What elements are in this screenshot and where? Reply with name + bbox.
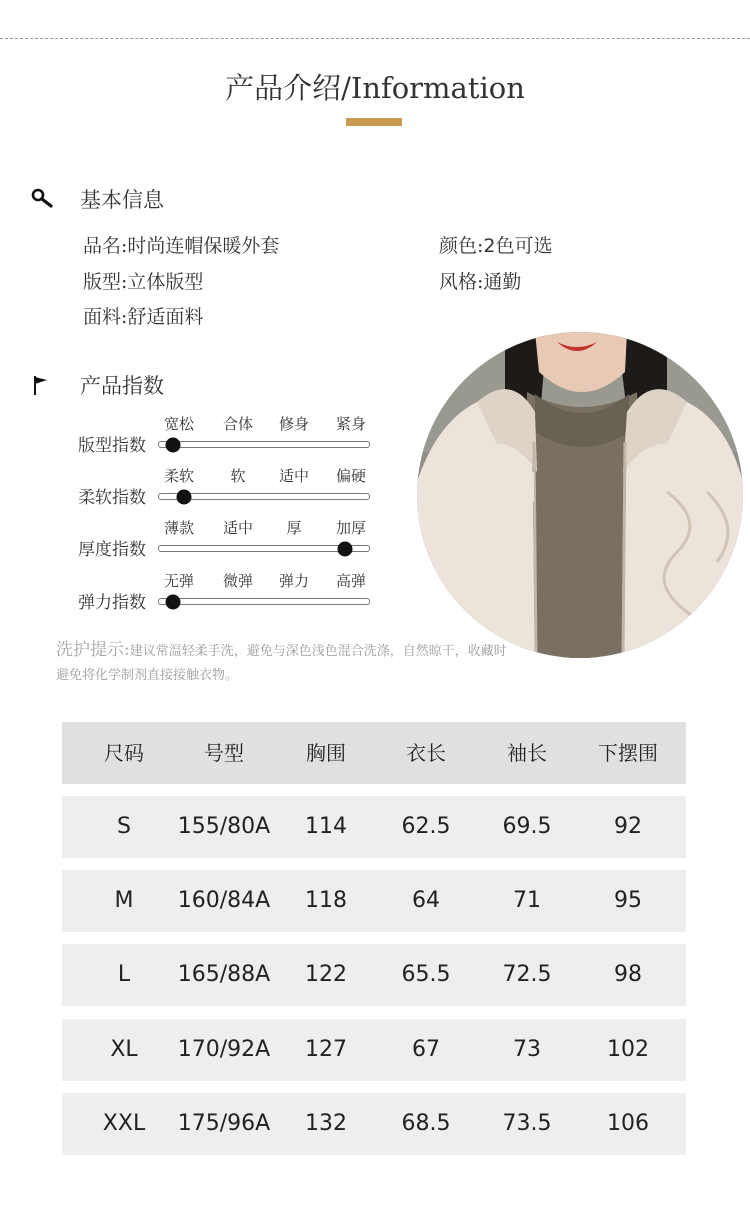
index-slider-marker (166, 595, 181, 610)
table-cell: 155/80A (177, 814, 271, 839)
title-accent-bar (346, 118, 402, 126)
index-slider-track (158, 441, 370, 448)
index-option: 弹力 (278, 572, 310, 590)
index-slider-marker (338, 542, 353, 557)
index-option: 紧身 (335, 415, 367, 433)
table-cell: 114 (305, 814, 347, 839)
table-row (62, 944, 686, 1006)
table-cell: 69.5 (502, 814, 552, 839)
index-label: 版型指数 (78, 436, 146, 456)
table-row (62, 1093, 686, 1155)
index-option: 适中 (278, 467, 310, 485)
table-cell: XXL (102, 1111, 146, 1136)
search-icon (30, 187, 54, 211)
table-cell: 98 (614, 962, 642, 987)
table-cell: 73.5 (502, 1111, 552, 1136)
table-header-cell: 号型 (204, 741, 244, 765)
table-header-cell: 袖长 (507, 741, 547, 765)
index-option: 适中 (222, 519, 254, 537)
index-option: 偏硬 (335, 467, 367, 485)
basic-info-heading (30, 184, 164, 214)
product-index-title: 产品指数 (80, 374, 164, 398)
table-row (62, 1019, 686, 1081)
table-cell: 62.5 (401, 814, 451, 839)
table-cell: 170/92A (177, 1037, 271, 1062)
index-option: 宽松 (163, 415, 195, 433)
index-option: 修身 (278, 415, 310, 433)
table-cell: 64 (412, 888, 440, 913)
table-header-cell: 衣长 (406, 741, 446, 765)
table-cell: 127 (305, 1037, 347, 1062)
table-cell: M (114, 888, 134, 913)
index-label: 柔软指数 (78, 488, 146, 508)
table-header-cell: 胸围 (306, 741, 346, 765)
product-index-heading (30, 370, 164, 400)
table-cell: S (117, 814, 131, 839)
table-cell: 65.5 (401, 962, 451, 987)
table-cell: 132 (305, 1111, 347, 1136)
table-cell: 102 (607, 1037, 649, 1062)
table-cell: 68.5 (401, 1111, 451, 1136)
care-text: 建议常温轻柔手洗，避免与深色浅色混合洗涤，自然晾干，收藏时避免将化学制剂直接接触衣物。 (56, 644, 507, 683)
index-option: 厚 (286, 519, 302, 537)
field-fit: 版型:立体版型 (83, 271, 204, 293)
table-cell: 122 (305, 962, 347, 987)
table-header-cell: 尺码 (104, 741, 144, 765)
index-option: 无弹 (163, 572, 195, 590)
index-label: 厚度指数 (78, 540, 146, 560)
table-cell: 92 (614, 814, 642, 839)
table-cell: 72.5 (502, 962, 552, 987)
index-option: 加厚 (335, 519, 367, 537)
field-fabric: 面料:舒适面料 (83, 306, 204, 328)
table-cell: 175/96A (177, 1111, 271, 1136)
table-cell: 95 (614, 888, 642, 913)
table-cell: 67 (412, 1037, 440, 1062)
product-photo (417, 332, 743, 658)
field-name: 品名:时尚连帽保暖外套 (83, 235, 280, 257)
index-option: 软 (230, 467, 246, 485)
index-option: 柔软 (163, 467, 195, 485)
index-label: 弹力指数 (78, 593, 146, 613)
table-row (62, 870, 686, 932)
index-option: 合体 (222, 415, 254, 433)
table-row (62, 796, 686, 858)
flag-icon (30, 373, 54, 397)
table-cell: L (117, 962, 131, 987)
care-instructions (56, 638, 516, 688)
table-cell: XL (110, 1037, 138, 1062)
basic-info-title: 基本信息 (80, 188, 164, 212)
index-slider-marker (166, 438, 181, 453)
table-cell: 106 (607, 1111, 649, 1136)
care-title: 洗护提示: (56, 640, 130, 660)
top-divider (0, 38, 750, 39)
table-cell: 71 (513, 888, 541, 913)
field-color: 颜色:2色可选 (439, 235, 553, 257)
page-title: 产品介绍/Information (225, 71, 525, 105)
index-slider-track (158, 598, 370, 605)
table-cell: 118 (305, 888, 347, 913)
table-header-cell: 下摆围 (598, 741, 658, 765)
table-cell: 165/88A (177, 962, 271, 987)
table-cell: 160/84A (177, 888, 271, 913)
index-option: 微弹 (222, 572, 254, 590)
index-slider-marker (177, 490, 192, 505)
index-option: 高弹 (335, 572, 367, 590)
field-style: 风格:通勤 (439, 271, 522, 293)
index-option: 薄款 (163, 519, 195, 537)
table-cell: 73 (513, 1037, 541, 1062)
table-header-row (62, 722, 686, 784)
